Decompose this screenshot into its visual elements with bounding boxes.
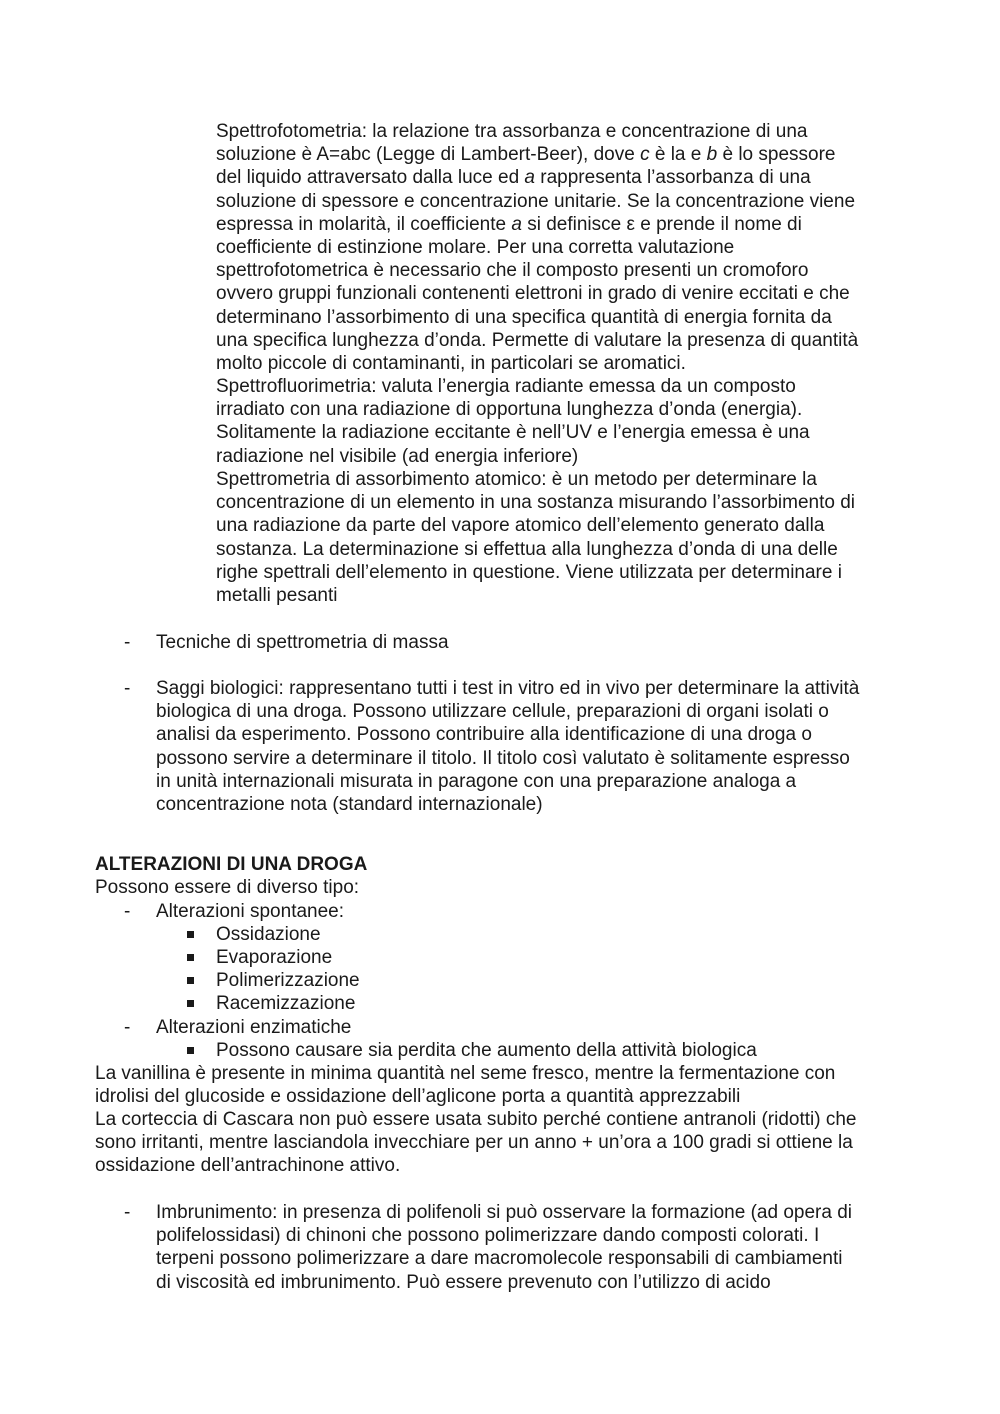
- text-line: di viscosità ed imbrunimento. Può essere prevenuto con l’utilizzo di acido: [156, 1271, 771, 1293]
- text-line: soluzione di spessore e concentrazione unitarie. Se la concentrazione viene: [216, 190, 856, 212]
- sub-item: [216, 969, 360, 992]
- text-line: possono servire a determinare il titolo. Il titolo così valutato è solitamente espresso: [156, 747, 850, 769]
- text-line: coefficiente di estinzione molare. Per una corretta valutazione: [216, 237, 735, 259]
- text-line: La vanillina è presente in minima quantità nel seme fresco, mentre la fermentazione con: [95, 1063, 836, 1084]
- text-line: Solitamente la radiazione eccitante è nell’UV e l’energia emessa è una: [216, 422, 810, 444]
- text-run: si definisce ε e prende il nome di: [521, 213, 802, 235]
- text-line: determinano l’assorbimento di una specifica quantità di energia fornita da: [216, 306, 832, 328]
- text-run: espressa in molarità, il coefficiente: [216, 213, 512, 235]
- text-line: Tecniche di spettrometria di massa: [156, 632, 449, 653]
- section-heading: ALTERAZIONI DI UNA DROGA: [95, 854, 368, 875]
- list-item-imbrunimento: [156, 1201, 852, 1294]
- variable-a: a: [511, 213, 522, 235]
- text-line: [216, 143, 858, 166]
- text-line: polifelossidasi) di chinoni che possono polimerizzare dando composti colorati. I: [156, 1225, 820, 1247]
- text-line: Possono essere di diverso tipo:: [95, 877, 360, 898]
- text-line: Alterazioni enzimatiche: [156, 1017, 352, 1038]
- text-line: sono irritanti, mentre lasciandola invecchiare per un anno + un’ora a 100 gradi si ottiene la: [95, 1132, 853, 1154]
- text-line: Possono causare sia perdita che aumento della attività biologica: [216, 1040, 757, 1061]
- list-item-tecniche-massa: [156, 631, 449, 654]
- text-run: è lo spessore: [717, 144, 836, 166]
- text-line: irradiato con una radiazione di opportuna lunghezza d’onda (energia).: [216, 399, 803, 421]
- dash-marker: -: [124, 1017, 131, 1038]
- text-line: Racemizzazione: [216, 993, 356, 1014]
- square-bullet-icon: [187, 1047, 194, 1054]
- text-line: analisi da esperimento. Possono contribuire alla identificazione di una droga o: [156, 724, 812, 746]
- list-item-alterazioni-enzimatiche: [156, 1016, 351, 1039]
- text-line: terpeni possono polimerizzare a dare macromolecole responsabili di cambiamenti: [156, 1248, 843, 1270]
- square-bullet-icon: [187, 931, 194, 938]
- text-run: è la e: [649, 144, 707, 166]
- text-line: La corteccia di Cascara non può essere usata subito perché contiene antranoli (ridotti) che: [95, 1109, 857, 1130]
- sub-item: [216, 923, 321, 946]
- text-line: [216, 166, 858, 189]
- text-line: Spettrometria di assorbimento atomico: è un metodo per determinare la: [216, 469, 817, 490]
- square-bullet-icon: [187, 1000, 194, 1007]
- text-line: radiazione nel visibile (ad energia inferiore): [216, 445, 579, 467]
- text-line: concentrazione nota (standard internazionale): [156, 794, 543, 816]
- text-line: molto piccole di contaminanti, in particolari se aromatici.: [216, 353, 686, 375]
- text-line: righe spettrali dell’elemento in questione. Viene utilizzata per determinare i: [216, 561, 842, 583]
- list-item-alterazioni-spontanee: [156, 900, 344, 923]
- variable-b: b: [706, 144, 718, 166]
- text-line: idrolisi del glucoside e ossidazione dell’aglicone porta a quantità apprezzabili: [95, 1086, 741, 1108]
- dash-marker: -: [124, 632, 131, 653]
- paragraph-vanillina: [95, 1062, 835, 1108]
- paragraph-spettrofluorimetria: [216, 375, 810, 468]
- text-line: spettrofotometrica è necessario che il composto presenti un cromoforo: [216, 260, 809, 282]
- text-line: Alterazioni spontanee:: [156, 901, 345, 922]
- text-line: metalli pesanti: [216, 585, 338, 607]
- sub-item: [216, 1039, 757, 1062]
- text-line: sostanza. La determinazione si effettua alla lunghezza d’onda di una delle: [216, 538, 838, 560]
- text-line: Imbrunimento: in presenza di polifenoli si può osservare la formazione (ad opera di: [156, 1202, 852, 1223]
- paragraph-assorbimento-atomico: [216, 468, 855, 607]
- text-run: rappresenta l’assorbanza di una: [535, 167, 811, 189]
- text-line: Evaporazione: [216, 947, 333, 968]
- square-bullet-icon: [187, 977, 194, 984]
- variable-c: c: [640, 144, 650, 166]
- intro-line: [95, 876, 359, 899]
- text-line: in unità internazionali misurata in paragone con una preparazione analoga a: [156, 770, 797, 792]
- text-line: una specifica lunghezza d’onda. Permette di valutare la presenza di quantità: [216, 329, 859, 351]
- text-line: Saggi biologici: rappresentano tutti i test in vitro ed in vivo per determinare la attività: [156, 678, 860, 699]
- text-line: Polimerizzazione: [216, 970, 360, 991]
- variable-a: a: [524, 167, 535, 189]
- dash-marker: -: [124, 901, 131, 922]
- square-bullet-icon: [187, 954, 194, 961]
- text-line: concentrazione di un elemento in una sostanza misurando l’assorbimento di: [216, 492, 855, 514]
- text-line: Spettrofotometria: la relazione tra assorbanza e concentrazione di una: [216, 121, 808, 142]
- text-line: ossidazione dell’antrachinone attivo.: [95, 1155, 401, 1177]
- text-line: una radiazione da parte del vapore atomico dell’elemento generato dalla: [216, 515, 825, 537]
- dash-marker: -: [124, 678, 131, 699]
- sub-item: [216, 992, 355, 1015]
- text-line: [216, 213, 858, 236]
- text-line: Spettrofluorimetria: valuta l’energia radiante emessa da un composto: [216, 376, 796, 397]
- text-run: soluzione è A=abc (Legge di Lambert-Beer), dove: [216, 144, 641, 166]
- text-line: ovvero gruppi funzionali contenenti elettroni in grado di venire eccitati e che: [216, 283, 850, 305]
- text-run: del liquido attraversato dalla luce ed: [216, 167, 520, 189]
- dash-marker: -: [124, 1202, 131, 1223]
- paragraph-cascara: [95, 1108, 857, 1178]
- list-item-saggi-biologici: [156, 677, 859, 816]
- text-line: biologica di una droga. Possono utilizzare cellule, preparazioni di organi isolati o: [156, 701, 829, 723]
- text-line: Ossidazione: [216, 924, 321, 945]
- paragraph-spettrofotometria: [216, 120, 858, 375]
- sub-item: [216, 946, 332, 969]
